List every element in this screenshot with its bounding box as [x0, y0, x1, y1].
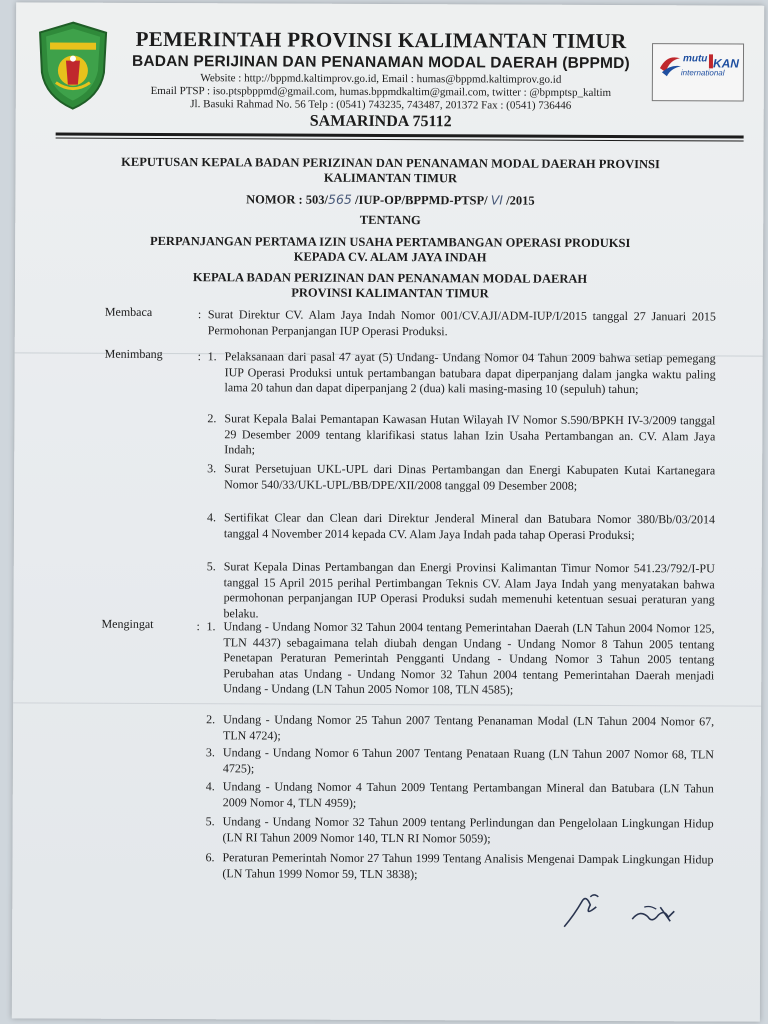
certification-logo — [652, 43, 744, 101]
mengingat-label: Mengingat — [101, 616, 154, 631]
list-item: Sertifikat Clear dan Clean dari Direktur Jenderal Mineral dan Batubara Nomor 380/Bb/03/2014 tanggal 4 November 2014 kepada CV. Alam Jaya Indah pada tahap Operasi Produksi; — [223, 510, 716, 542]
membaca-label: Membaca — [104, 304, 153, 319]
issuer-heading: KEPALA BADAN PERIZINAN DAN PENANAMAN MODAL DAERAH — [192, 270, 588, 286]
decree-number-mid: /IUP-OP/BPPMD-PTSP/ — [351, 192, 491, 208]
list-number: 1. — [206, 619, 216, 634]
agency-name: BADAN PERIJINAN DAN PENANAMAN MODAL DAERAH (BPPMD) — [131, 52, 630, 73]
colon: : — [197, 349, 202, 364]
kan-mark — [709, 54, 713, 68]
list-number: 5. — [206, 559, 216, 574]
email-line: Email PTSP : iso.ptspbppmd@gmail.com, humas.bppmdkaltim@gmail.com, twitter : @bpmptsp_kaltim — [150, 84, 612, 99]
list-item: Undang - Undang Nomor 25 Tahun 2007 Tentang Penanaman Modal (LN Tahun 2004 Nomor 67, TLN 4724); — [222, 712, 715, 743]
list-item: Surat Kepala Balai Pemantapan Kawasan Hutan Wilayah IV Nomor S.590/BPKH IV-3/2009 tanggal 29 Desember 2009 tentang klarifikasi status lahan Izin Usaha Pertambangan an. CV. Alam Jaya Indah; — [224, 411, 716, 457]
menimbang-label: Menimbang — [104, 346, 163, 362]
province-emblem-icon — [36, 20, 110, 110]
decree-subject: PERPANJANGAN PERTAMA IZIN USAHA PERTAMBANGAN OPERASI PRODUKSI — [149, 233, 631, 251]
list-number: 2. — [206, 712, 216, 727]
decree-number — [75, 191, 705, 210]
list-number: 4. — [206, 510, 217, 525]
list-item: Surat Kepala Dinas Pertambangan dan Energi Provinsi Kalimantan Timur Nomor 541.23/792/I-PU tanggal 15 April 2015 perihal Pertimbangan Teknis CV. Alam Jaya Indah yang menyatakan bahwa permohonan perpanjangan IUP Operasi Produksi sudah memenuhi ketentuan sesuai peraturan yang belaku. — [223, 559, 715, 620]
about-heading: TENTANG — [359, 212, 421, 228]
cert-sub-text: international — [680, 68, 725, 78]
list-item: Undang - Undang Nomor 32 Tahun 2004 tentang Pemerintahan Daerah (LN Tahun 2004 Nomor 125, TLN 4437) sebagaimana telah diubah dengan Undang - Undang Nomor 8 Tahun 2005 tentang Penetapan Peraturan Pemerintah Pengganti Undang - Undang Nomor 3 Tahun 2005 tentang Perubahan atas Undang - Undang Nomor 32 Tahun 2004 tentang Pemerintahan Daerah menjadi Undang - Undang (LN Tahun 2005 Nomor 108, TLN 4585); — [223, 619, 715, 697]
city-line: SAMARINDA 75112 — [309, 112, 452, 131]
handwritten-initials — [560, 887, 690, 938]
government-name: PEMERINTAH PROVINSI KALIMANTAN TIMUR — [135, 26, 627, 54]
kan-text: KAN — [712, 56, 739, 71]
list-number: 4. — [205, 779, 215, 794]
issuer-heading: PROVINSI KALIMANTAN TIMUR — [291, 285, 489, 301]
colon: : — [196, 619, 200, 634]
paper-fold — [13, 702, 761, 706]
list-item: Pelaksanaan dari pasal 47 ayat (5) Undang- Undang Nomor 04 Tahun 2009 bahwa setiap pemegang IUP Operasi Produksi untuk pertambangan batubara dapat diperpanjang dalam jangka waktu paling lama 20 tahun dan dapat diperpanjang 2 (dua) kali masing-masing 10 (sepuluh) tahun; — [224, 349, 716, 397]
address-line: Jl. Basuki Rahmad No. 56 Telp : (0541) 743235, 743487, 201372 Fax : (0541) 736446 — [190, 98, 572, 112]
list-number: 1. — [207, 349, 217, 364]
list-item: Undang - Undang Nomor 32 Tahun 2009 tentang Perlindungan dan Pengelolaan Lingkungan Hidup (LN RI Tahun 2009 Nomor 140, TLN RI Nomor 5059); — [222, 814, 714, 845]
header-rule — [56, 138, 744, 142]
list-number: 3. — [207, 461, 217, 476]
list-number: 5. — [205, 814, 215, 829]
list-number: 2. — [207, 411, 217, 426]
list-item: Undang - Undang Nomor 6 Tahun 2007 Tentang Penataan Ruang (LN Tahun 2007 Nomor 68, TLN 4725); — [222, 745, 714, 775]
colon: : — [197, 307, 202, 322]
list-number: 3. — [205, 745, 215, 760]
membaca-text: Surat Direktur CV. Alam Jaya Indah Nomor 001/CV.AJI/ADM-IUP/I/2015 tanggal 27 Januari 2015 Permohonan Perpanjangan IUP Operasi Produksi. — [207, 307, 716, 338]
website-line: Website : http://bppmd.kaltimprov.go.id, Email : humas@bppmd.kaltimprov.go.id — [200, 72, 562, 86]
cert-brand-text: mutu — [682, 53, 708, 65]
list-item: Peraturan Pemerintah Nomor 27 Tahun 1999 Tentang Analisis Mengenai Dampak Lingkungan Hidup (LN Tahun 1999 Nomor 59, TLN 3838); — [222, 850, 714, 881]
decree-title: KEPUTUSAN KEPALA BADAN PERIZINAN DAN PENANAMAN MODAL DAERAH PROVINSI — [121, 154, 660, 172]
handwritten-number: 565 — [328, 191, 352, 207]
decree-title: KALIMANTAN TIMUR — [323, 170, 458, 186]
handwritten-month: VI — [490, 192, 504, 208]
decree-subject: KEPADA CV. ALAM JAYA INDAH — [293, 249, 487, 265]
decree-number-suffix: /2015 — [502, 193, 535, 208]
document-page — [12, 2, 764, 1021]
decree-number-prefix: NOMOR : 503/ — [246, 192, 329, 207]
certification-swirl-icon — [657, 52, 683, 78]
list-item: Undang - Undang Nomor 4 Tahun 2009 Tentang Pertambangan Mineral dan Batubara (LN Tahun 2009 Nomor 4, TLN 4959); — [222, 779, 714, 810]
list-item: Surat Persetujuan UKL-UPL dari Dinas Pertambangan dan Energi Kabupaten Kutai Kartanegara Nomor 540/33/UKL-UPL/BB/DPE/XII/2008 tanggal 09 Desember 2008; — [224, 461, 716, 493]
list-number: 6. — [205, 850, 215, 865]
